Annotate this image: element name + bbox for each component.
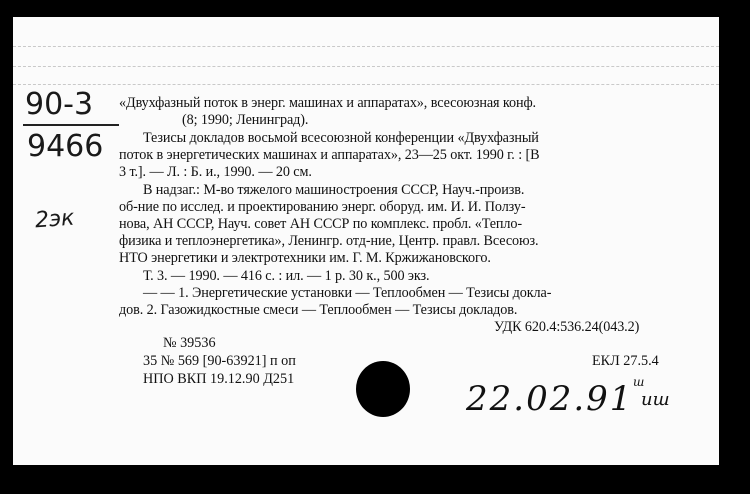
entry-body-line: физика и теплоэнергетика», Ленингр. отд-ние, Центр. правл. Всесоюз. bbox=[119, 233, 539, 249]
entry-body-line: НТО энергетики и электротехники им. Г. М. Кржижановского. bbox=[119, 250, 491, 266]
handwritten-initials-sup: ш bbox=[633, 375, 645, 389]
order-number: 35 № 569 [90-63921] п оп bbox=[143, 353, 296, 369]
entry-body-line: 3 т.]. — Л. : Б. и., 1990. — 20 см. bbox=[119, 164, 312, 180]
udk-code: УДК 620.4:536.24(043.2) bbox=[494, 319, 640, 335]
underline bbox=[23, 124, 119, 126]
ruled-line bbox=[13, 66, 719, 67]
entry-body-line: об-ние по исслед. и проектированию энерг. оборуд. им. И. И. Ползу- bbox=[119, 199, 526, 215]
ink-stamp-dot bbox=[356, 361, 410, 417]
entry-body-line: Т. 3. — 1990. — 416 с. : ил. — 1 р. 30 к., 500 экз. bbox=[143, 268, 430, 284]
ruled-line bbox=[13, 84, 719, 85]
entry-body-line: поток в энергетических машинах и аппаратах», 23—25 окт. 1990 г. : [В bbox=[119, 147, 540, 163]
entry-body-line: — — 1. Энергетические установки — Теплообмен — Тезисы доклa- bbox=[143, 285, 552, 301]
entry-body-line: Тезисы докладов восьмой всесоюзной конференции «Двухфазный bbox=[143, 130, 539, 146]
handwritten-bottom-number: 9466 bbox=[27, 129, 104, 164]
ruled-line bbox=[13, 46, 719, 47]
ekl-code: ЕКЛ 27.5.4 bbox=[592, 353, 659, 369]
printer-line: НПО ВКП 19.12.90 Д251 bbox=[143, 371, 295, 387]
entry-body-line: В надзаг.: М-во тяжелого машиностроения СССР, Науч.-произв. bbox=[143, 182, 525, 198]
handwritten-initials: иш bbox=[641, 389, 670, 410]
handwritten-side-mark: 2эк bbox=[34, 205, 76, 234]
entry-heading-line-1: «Двухфазный поток в энерг. машинах и аппаратах», всесоюзная конф. bbox=[119, 95, 536, 111]
card-number: № 39536 bbox=[163, 335, 216, 351]
entry-body-line: дов. 2. Газожидкостные смеси — Теплообмен — Тезисы докладов. bbox=[119, 302, 518, 318]
handwritten-top-number: 90-3 bbox=[25, 87, 94, 122]
handwritten-date: 22.02.91 bbox=[466, 379, 634, 419]
entry-heading-line-2: (8; 1990; Ленинград). bbox=[182, 112, 309, 128]
catalog-card bbox=[13, 17, 719, 465]
entry-body-line: нова, АН СССР, Науч. совет АН СССР по комплекс. пробл. «Тепло- bbox=[119, 216, 523, 232]
